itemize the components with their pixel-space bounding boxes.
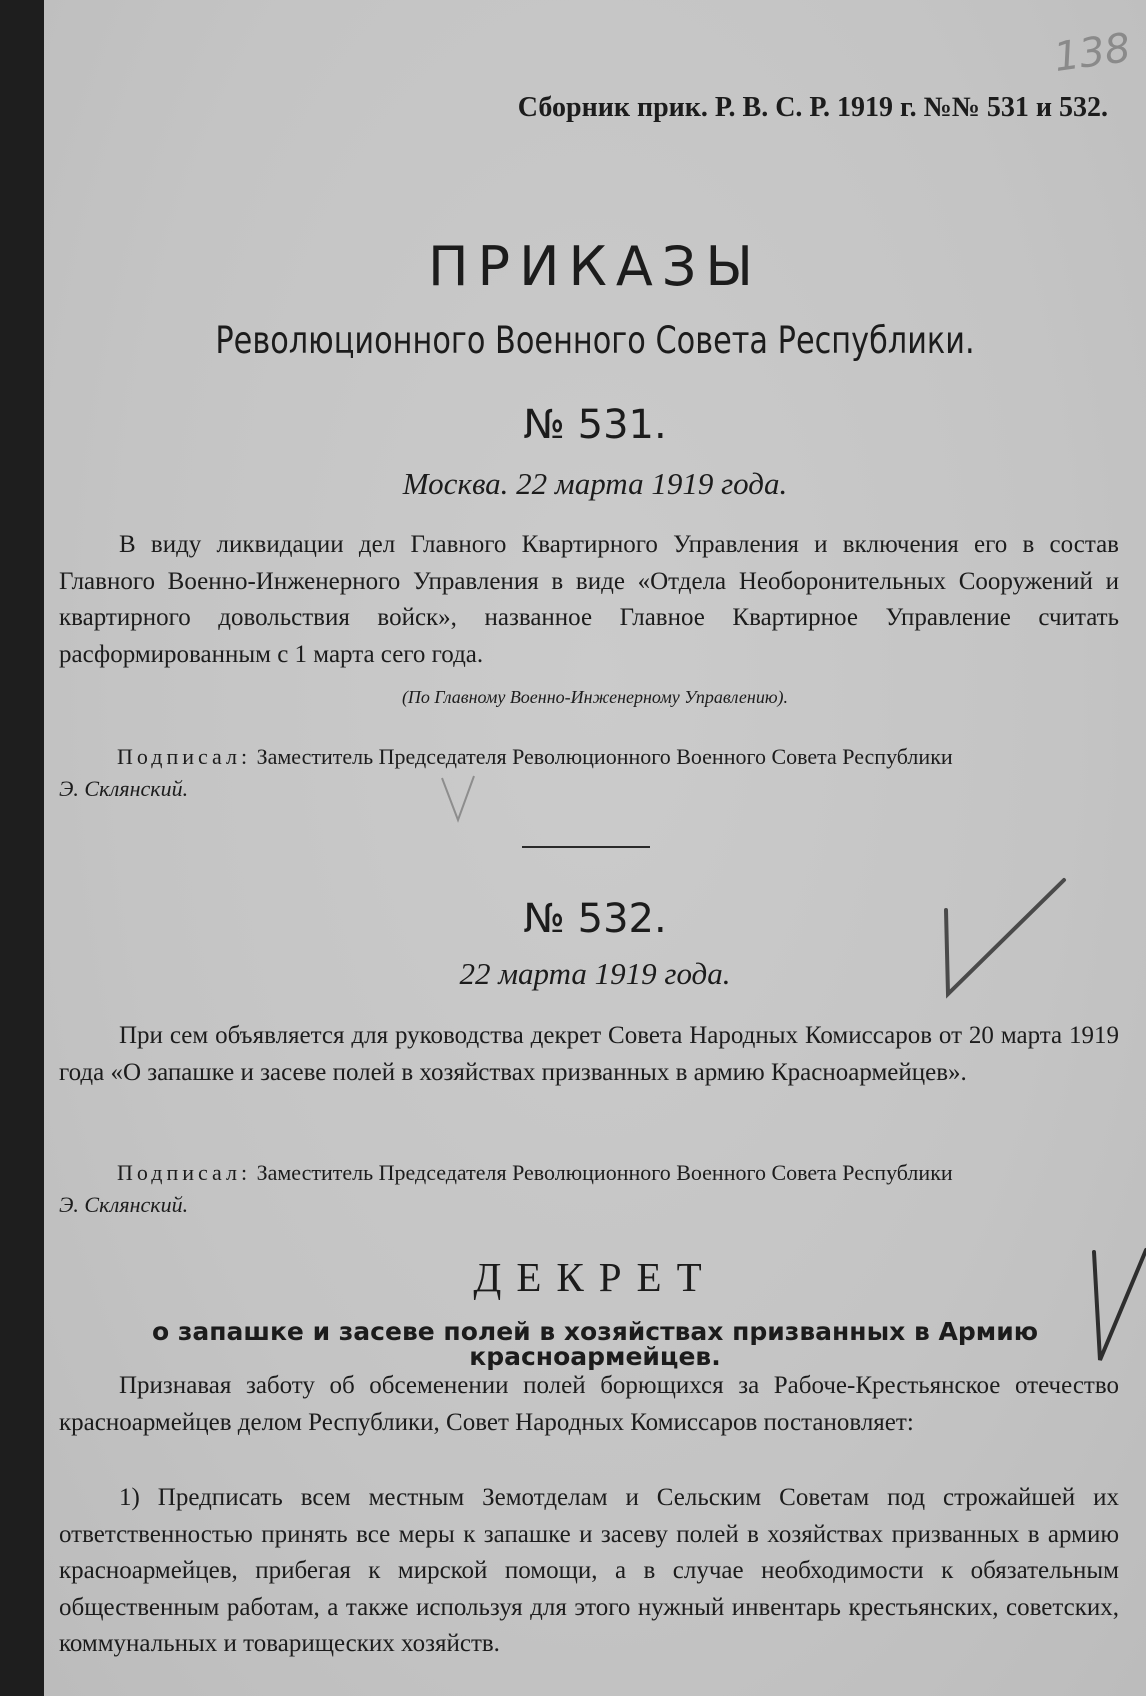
collection-header: Сборник прик. Р. В. С. Р. 1919 г. №№ 531 и 532.	[517, 92, 1108, 123]
margin-page-number: 138	[1051, 24, 1134, 82]
decree-preamble: Признавая заботу об обсеменении полей борющихся за Рабоче-Крестьянское отечество красноармейцев делом Республики, Совет Народных Комиссаров постановляет:	[59, 1372, 1119, 1436]
order-531-date: Москва. 22 марта 1919 года.	[402, 466, 788, 501]
order-531-signature	[59, 741, 1119, 805]
decree-subtitle: о запашке и засеве полей в хозяйствах призванных в Армию красноармейцев.	[151, 1317, 1039, 1371]
decree-title: ДЕКРЕТ	[473, 1254, 717, 1300]
order-532-signed-text: Заместитель Председателя Революционного Военного Совета Республики	[256, 1160, 953, 1185]
order-531-signed-label: Подписал:	[117, 744, 252, 769]
order-532-signed-label: Подписал:	[117, 1160, 252, 1185]
section-divider	[522, 846, 650, 848]
order-532-date: 22 марта 1919 года.	[459, 956, 731, 991]
main-title: ПРИКАЗЫ	[427, 235, 763, 298]
order-532-signature	[59, 1157, 1119, 1221]
order-532-text: При сем объявляется для руководства декрет Совета Народных Комиссаров от 20 марта 1919 года «О запашке и засеве полей в хозяйствах призванных в армию Красноармейцев».	[59, 1022, 1119, 1086]
order-532-number: № 532.	[523, 896, 667, 942]
order-531-signed-text: Заместитель Председателя Революционного Военного Совета Республики	[256, 744, 953, 769]
pencil-check-mark-large-icon	[924, 870, 1074, 1010]
order-531-number: № 531.	[523, 402, 667, 448]
decree-point-1: 1) Предписать всем местным Земотделам и Сельским Советам под строжайшей их ответственностью принять все меры к запашке и засеву полей в хозяйствах призванных в армию красноармейцев, прибегая к мирской помощи, а в случае необходимости к обязательным общественным работам, а также используя для этого нужный инвентарь крестьянских, советских, коммунальных и товарищеских хозяйств.	[59, 1484, 1119, 1657]
order-532-signer: Э. Склянский.	[59, 1192, 189, 1217]
main-subtitle: Революционного Военного Совета Республики.	[215, 319, 975, 362]
order-531-text: В виду ликвидации дел Главного Квартирного Управления и включения его в состав Главного Военно-Инженерного Управления в виде «Отдела Необоронительных Сооружений и квартирного довольствия войск», названное Главное Квартирное Управление считать расформированным с 1 марта сего года.	[59, 531, 1119, 668]
order-531-note: (По Главному Военно-Инженерному Управлению).	[401, 687, 789, 707]
document-page	[44, 0, 1146, 1696]
order-531-signer: Э. Склянский.	[59, 776, 189, 801]
